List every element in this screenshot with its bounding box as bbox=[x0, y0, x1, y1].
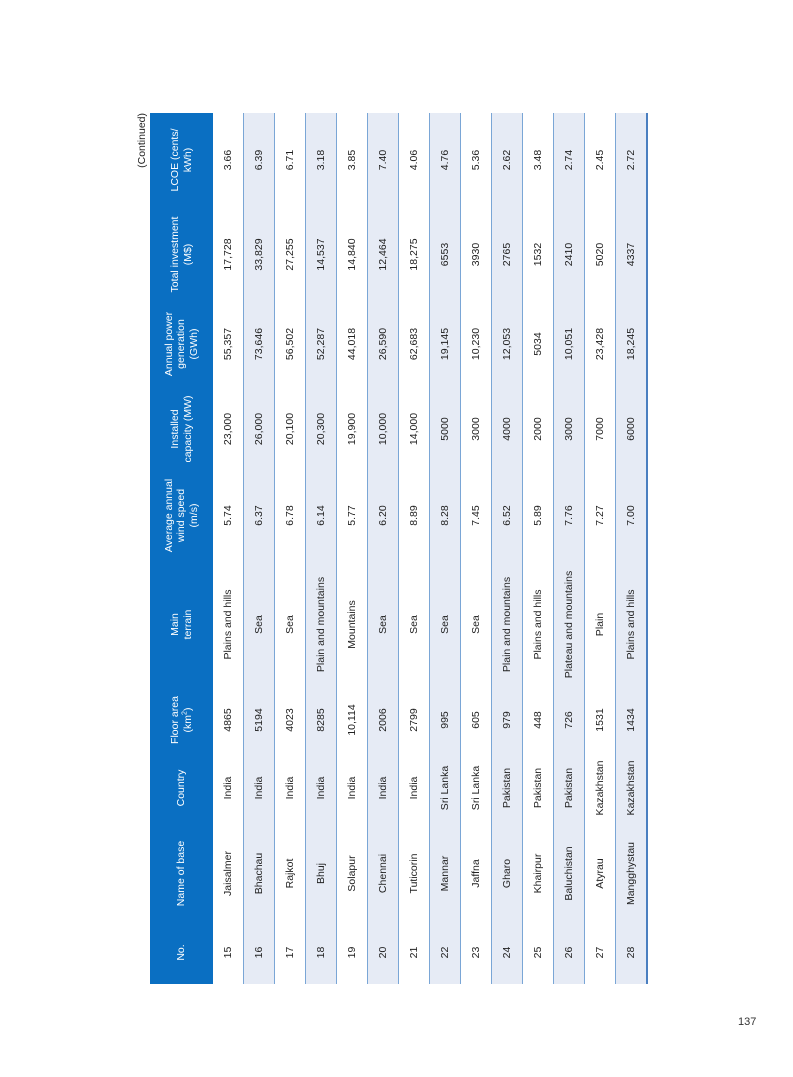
cell-terrain: Sea bbox=[461, 559, 492, 690]
cell-floor-area: 2799 bbox=[399, 690, 430, 750]
cell-floor-area: 2006 bbox=[368, 690, 399, 750]
table-row bbox=[399, 113, 430, 984]
cell-country: Pakistan bbox=[554, 750, 585, 826]
cell-wind-speed: 6.14 bbox=[306, 472, 337, 559]
cell-generation: 44,018 bbox=[337, 302, 368, 386]
cell-no: 25 bbox=[523, 921, 554, 984]
table-row bbox=[430, 113, 461, 984]
cell-lcoe: 7.40 bbox=[368, 113, 399, 207]
cell-wind-speed: 7.00 bbox=[616, 472, 648, 559]
cell-capacity: 4000 bbox=[492, 386, 523, 472]
cell-floor-area: 10,114 bbox=[337, 690, 368, 750]
cell-terrain: Mountains bbox=[337, 559, 368, 690]
cell-no: 26 bbox=[554, 921, 585, 984]
cell-floor-area: 605 bbox=[461, 690, 492, 750]
cell-generation: 19,145 bbox=[430, 302, 461, 386]
cell-lcoe: 2.62 bbox=[492, 113, 523, 207]
cell-terrain: Sea bbox=[275, 559, 306, 690]
wind-base-table bbox=[150, 113, 648, 984]
cell-no: 20 bbox=[368, 921, 399, 984]
cell-name: Bhachau bbox=[244, 826, 275, 921]
cell-terrain: Sea bbox=[430, 559, 461, 690]
cell-terrain: Plateau and mountains bbox=[554, 559, 585, 690]
cell-lcoe: 2.74 bbox=[554, 113, 585, 207]
cell-country: Kazakhstan bbox=[585, 750, 616, 826]
cell-generation: 62,683 bbox=[399, 302, 430, 386]
cell-investment: 4337 bbox=[616, 207, 648, 302]
cell-lcoe: 2.72 bbox=[616, 113, 648, 207]
cell-wind-speed: 5.74 bbox=[213, 472, 244, 559]
cell-investment: 2765 bbox=[492, 207, 523, 302]
cell-country: Kazakhstan bbox=[616, 750, 648, 826]
cell-name: Solapur bbox=[337, 826, 368, 921]
cell-lcoe: 6.71 bbox=[275, 113, 306, 207]
cell-investment: 2410 bbox=[554, 207, 585, 302]
cell-name: Bhuj bbox=[306, 826, 337, 921]
cell-generation: 10,051 bbox=[554, 302, 585, 386]
header-wind-speed: Average annual wind speed (m/s) bbox=[150, 472, 213, 559]
cell-country: Pakistan bbox=[492, 750, 523, 826]
cell-country: Sri Lanka bbox=[461, 750, 492, 826]
cell-generation: 55,357 bbox=[213, 302, 244, 386]
cell-generation: 5034 bbox=[523, 302, 554, 386]
continued-label: (Continued) bbox=[136, 113, 148, 168]
cell-name: Rajkot bbox=[275, 826, 306, 921]
cell-terrain: Sea bbox=[399, 559, 430, 690]
cell-country: India bbox=[275, 750, 306, 826]
cell-lcoe: 3.85 bbox=[337, 113, 368, 207]
cell-generation: 52,287 bbox=[306, 302, 337, 386]
table-row bbox=[523, 113, 554, 984]
header-name: Name of base bbox=[150, 826, 213, 921]
rotated-table-container bbox=[136, 113, 637, 984]
cell-no: 19 bbox=[337, 921, 368, 984]
cell-floor-area: 5194 bbox=[244, 690, 275, 750]
cell-no: 17 bbox=[275, 921, 306, 984]
cell-generation: 26,590 bbox=[368, 302, 399, 386]
cell-lcoe: 3.66 bbox=[213, 113, 244, 207]
cell-name: Mannar bbox=[430, 826, 461, 921]
cell-floor-area: 448 bbox=[523, 690, 554, 750]
cell-investment: 14,840 bbox=[337, 207, 368, 302]
header-investment: Total investment (M$) bbox=[150, 207, 213, 302]
cell-country: India bbox=[306, 750, 337, 826]
table-row bbox=[213, 113, 244, 984]
cell-name: Chennai bbox=[368, 826, 399, 921]
cell-no: 15 bbox=[213, 921, 244, 984]
cell-capacity: 14,000 bbox=[399, 386, 430, 472]
cell-floor-area: 4023 bbox=[275, 690, 306, 750]
header-country: Country bbox=[150, 750, 213, 826]
cell-investment: 1532 bbox=[523, 207, 554, 302]
cell-lcoe: 4.06 bbox=[399, 113, 430, 207]
cell-country: Sri Lanka bbox=[430, 750, 461, 826]
cell-floor-area: 995 bbox=[430, 690, 461, 750]
cell-lcoe: 5.36 bbox=[461, 113, 492, 207]
cell-wind-speed: 7.27 bbox=[585, 472, 616, 559]
header-capacity: Installed capacity (MW) bbox=[150, 386, 213, 472]
cell-terrain: Plain and mountains bbox=[492, 559, 523, 690]
cell-investment: 14,537 bbox=[306, 207, 337, 302]
cell-terrain: Sea bbox=[244, 559, 275, 690]
cell-wind-speed: 5.77 bbox=[337, 472, 368, 559]
cell-wind-speed: 6.37 bbox=[244, 472, 275, 559]
cell-wind-speed: 7.45 bbox=[461, 472, 492, 559]
cell-country: Pakistan bbox=[523, 750, 554, 826]
cell-capacity: 26,000 bbox=[244, 386, 275, 472]
table-row bbox=[492, 113, 523, 984]
cell-generation: 10,230 bbox=[461, 302, 492, 386]
cell-capacity: 10,000 bbox=[368, 386, 399, 472]
cell-floor-area: 979 bbox=[492, 690, 523, 750]
cell-terrain: Plains and hills bbox=[213, 559, 244, 690]
cell-capacity: 6000 bbox=[616, 386, 648, 472]
cell-no: 18 bbox=[306, 921, 337, 984]
cell-country: India bbox=[399, 750, 430, 826]
cell-terrain: Plains and hills bbox=[523, 559, 554, 690]
table-row bbox=[306, 113, 337, 984]
cell-no: 22 bbox=[430, 921, 461, 984]
header-floor-area: Floor area $(km^2)$ bbox=[150, 690, 213, 750]
cell-terrain: Plain bbox=[585, 559, 616, 690]
cell-investment: 17,728 bbox=[213, 207, 244, 302]
table-row bbox=[616, 113, 648, 984]
cell-capacity: 19,900 bbox=[337, 386, 368, 472]
page-number: 137 bbox=[738, 1016, 757, 1028]
cell-generation: 12,053 bbox=[492, 302, 523, 386]
cell-floor-area: 1531 bbox=[585, 690, 616, 750]
cell-name: Baluchistan bbox=[554, 826, 585, 921]
cell-investment: 5020 bbox=[585, 207, 616, 302]
cell-wind-speed: 6.20 bbox=[368, 472, 399, 559]
cell-lcoe: 3.48 bbox=[523, 113, 554, 207]
cell-generation: 23,428 bbox=[585, 302, 616, 386]
cell-generation: 73,646 bbox=[244, 302, 275, 386]
cell-no: 28 bbox=[616, 921, 648, 984]
cell-capacity: 20,300 bbox=[306, 386, 337, 472]
cell-lcoe: 2.45 bbox=[585, 113, 616, 207]
header-generation: Annual power generation (GWh) bbox=[150, 302, 213, 386]
cell-terrain: Plains and hills bbox=[616, 559, 648, 690]
cell-wind-speed: 8.89 bbox=[399, 472, 430, 559]
cell-investment: 3930 bbox=[461, 207, 492, 302]
table-row bbox=[585, 113, 616, 984]
cell-name: Khairpur bbox=[523, 826, 554, 921]
cell-no: 24 bbox=[492, 921, 523, 984]
cell-name: Tuticorin bbox=[399, 826, 430, 921]
table-row bbox=[554, 113, 585, 984]
cell-investment: 6553 bbox=[430, 207, 461, 302]
cell-name: Jaffna bbox=[461, 826, 492, 921]
cell-name: Mangghystau bbox=[616, 826, 648, 921]
table-row bbox=[368, 113, 399, 984]
cell-investment: 18,275 bbox=[399, 207, 430, 302]
cell-no: 23 bbox=[461, 921, 492, 984]
cell-capacity: 7000 bbox=[585, 386, 616, 472]
table-row bbox=[337, 113, 368, 984]
cell-capacity: 20,100 bbox=[275, 386, 306, 472]
cell-lcoe: 6.39 bbox=[244, 113, 275, 207]
cell-investment: 12,464 bbox=[368, 207, 399, 302]
cell-country: India bbox=[244, 750, 275, 826]
table-row bbox=[244, 113, 275, 984]
cell-capacity: 3000 bbox=[461, 386, 492, 472]
cell-floor-area: 726 bbox=[554, 690, 585, 750]
table-row bbox=[275, 113, 306, 984]
header-no: No. bbox=[150, 921, 213, 984]
cell-terrain: Sea bbox=[368, 559, 399, 690]
cell-country: India bbox=[213, 750, 244, 826]
cell-capacity: 5000 bbox=[430, 386, 461, 472]
cell-lcoe: 3.18 bbox=[306, 113, 337, 207]
cell-name: Jaisalmer bbox=[213, 826, 244, 921]
cell-country: India bbox=[337, 750, 368, 826]
cell-wind-speed: 8.28 bbox=[430, 472, 461, 559]
cell-no: 27 bbox=[585, 921, 616, 984]
cell-country: India bbox=[368, 750, 399, 826]
cell-wind-speed: 7.76 bbox=[554, 472, 585, 559]
cell-wind-speed: 6.78 bbox=[275, 472, 306, 559]
cell-capacity: 2000 bbox=[523, 386, 554, 472]
table-row bbox=[461, 113, 492, 984]
cell-name: Atyrau bbox=[585, 826, 616, 921]
header-terrain: Main terrain bbox=[150, 559, 213, 690]
cell-investment: 27,255 bbox=[275, 207, 306, 302]
cell-floor-area: 4865 bbox=[213, 690, 244, 750]
cell-terrain: Plain and mountains bbox=[306, 559, 337, 690]
cell-generation: 56,502 bbox=[275, 302, 306, 386]
cell-capacity: 23,000 bbox=[213, 386, 244, 472]
cell-wind-speed: 5.89 bbox=[523, 472, 554, 559]
cell-wind-speed: 6.52 bbox=[492, 472, 523, 559]
cell-investment: 33,829 bbox=[244, 207, 275, 302]
cell-floor-area: 1434 bbox=[616, 690, 648, 750]
cell-no: 16 bbox=[244, 921, 275, 984]
cell-lcoe: 4.76 bbox=[430, 113, 461, 207]
cell-name: Gharo bbox=[492, 826, 523, 921]
cell-floor-area: 8285 bbox=[306, 690, 337, 750]
header-lcoe: LCOE (cents/ kWh) bbox=[150, 113, 213, 207]
cell-generation: 18,245 bbox=[616, 302, 648, 386]
header-row bbox=[150, 113, 213, 984]
cell-capacity: 3000 bbox=[554, 386, 585, 472]
cell-no: 21 bbox=[399, 921, 430, 984]
